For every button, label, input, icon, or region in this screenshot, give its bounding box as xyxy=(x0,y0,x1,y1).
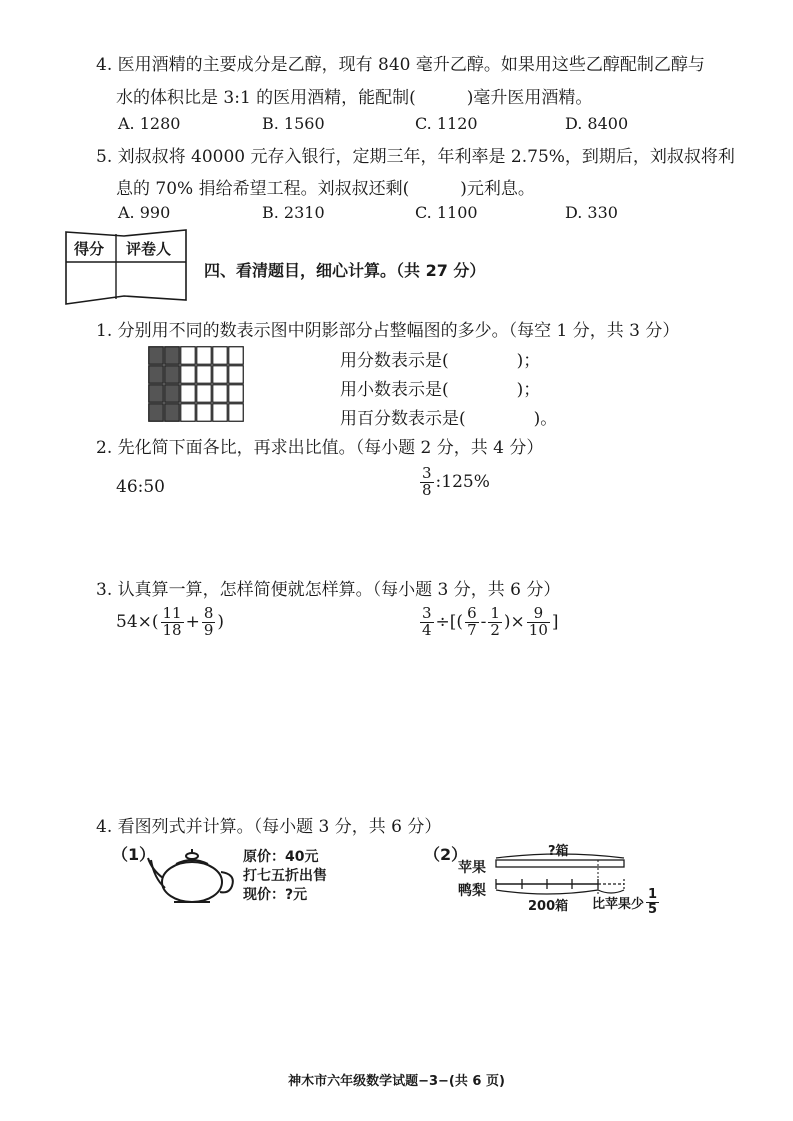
p2-ratio-b-rest: :125% xyxy=(435,472,490,493)
p3b-frac1 xyxy=(420,606,434,639)
less-den: 5 xyxy=(648,901,658,917)
grid-cell xyxy=(181,404,196,422)
q5-option-b: B. 2310 xyxy=(262,203,325,222)
p4-sub1-label: （1） xyxy=(112,845,156,864)
grid-cell xyxy=(229,385,244,403)
p1-blank-percent: 用百分数表示是( )。 xyxy=(340,409,558,429)
grid-cell-shaded xyxy=(149,385,164,403)
grid-cell xyxy=(229,347,244,365)
q5-line1: 5. 刘叔叔将 40000 元存入银行，定期三年，年利率是 2.75%，到期后，刘叔叔将利 xyxy=(96,147,735,167)
p4-orig-price: 原价：40元 xyxy=(243,849,319,865)
grid-cell-shaded xyxy=(165,366,180,384)
p2-frac-num: 3 xyxy=(422,464,432,482)
p3b-f3-den: 2 xyxy=(490,620,500,639)
grid-cell-shaded xyxy=(149,347,164,365)
page-footer: 神木市六年级数学试题−3−(共 6 页) xyxy=(288,1074,505,1089)
p3b-frac4 xyxy=(527,606,550,639)
p2-ratio-a: 46:50 xyxy=(116,477,165,497)
p3b-times: )× xyxy=(503,612,525,633)
p1-blank-fraction: 用分数表示是( )； xyxy=(340,351,541,371)
p3a-f1-den: 18 xyxy=(162,620,182,639)
p2-frac-den: 8 xyxy=(422,480,432,499)
score-box xyxy=(64,228,188,306)
p3a-f2-den: 9 xyxy=(203,620,214,639)
q4-option-d: D. 8400 xyxy=(565,114,629,133)
grader-label: 评卷人 xyxy=(126,240,172,258)
p3a-frac2 xyxy=(202,606,216,639)
p3b-f4-den: 10 xyxy=(528,620,548,639)
p1-title: 1. 分别用不同的数表示图中阴影部分占整幅图的多少。（每空 1 分，共 3 分） xyxy=(96,321,680,341)
p3b-f4-num: 9 xyxy=(533,604,544,622)
grid-cell xyxy=(181,385,196,403)
p3b-f1-num: 3 xyxy=(422,604,432,622)
pear-label: 鸭梨 xyxy=(458,883,486,899)
less-text: 比苹果少 xyxy=(592,896,645,912)
q5-option-c: C. 1100 xyxy=(415,203,478,222)
score-label: 得分 xyxy=(74,240,105,258)
grid-cell xyxy=(213,385,228,403)
grid-cell xyxy=(197,385,212,403)
shaded-grid xyxy=(148,346,244,422)
p3a-f2-num: 8 xyxy=(203,604,214,622)
grid-cell-shaded xyxy=(149,404,164,422)
grid-cell-shaded xyxy=(165,347,180,365)
p3a-frac1 xyxy=(161,606,184,639)
p3-expr-a xyxy=(116,606,224,639)
p2-title: 2. 先化简下面各比，再求出比值。（每小题 2 分，共 4 分） xyxy=(96,438,544,458)
p3b-div: ÷[( xyxy=(435,612,464,633)
grid-cell xyxy=(213,404,228,422)
p3b-frac2 xyxy=(465,606,479,639)
q4-option-c: C. 1120 xyxy=(415,114,478,133)
apple-label: 苹果 xyxy=(458,860,486,876)
q4-line2: 水的体积比是 3:1 的医用酒精，能配制( )毫升医用酒精。 xyxy=(116,88,593,108)
less-than-apple xyxy=(592,888,661,916)
grid-cell-shaded xyxy=(165,385,180,403)
p3b-f1-den: 4 xyxy=(422,620,432,639)
apple-total-label: ?箱 xyxy=(548,844,569,859)
p1-blank-decimal: 用小数表示是( )； xyxy=(340,380,541,400)
less-num: 1 xyxy=(648,887,658,902)
p4-discount: 打七五折出售 xyxy=(243,868,327,884)
grid-cell xyxy=(213,347,228,365)
grid-cell xyxy=(229,404,244,422)
p3b-f2-num: 6 xyxy=(467,604,477,622)
p3-title: 3. 认真算一算，怎样简便就怎样算。（每小题 3 分，共 6 分） xyxy=(96,580,561,600)
p2-fraction xyxy=(420,466,434,499)
grid-cell xyxy=(213,366,228,384)
grid-cell xyxy=(229,366,244,384)
grid-cell xyxy=(181,347,196,365)
p3a-plus: + xyxy=(185,612,200,633)
p3b-minus: - xyxy=(480,612,487,633)
p3b-frac3 xyxy=(488,606,502,639)
q5-option-d: D. 330 xyxy=(565,203,618,222)
p3a-suffix: ) xyxy=(217,612,225,633)
p3b-f3-num: 1 xyxy=(490,604,500,622)
p3-expr-b xyxy=(418,606,559,639)
q4-line1: 4. 医用酒精的主要成分是乙醇，现有 840 毫升乙醇。如果用这些乙醇配制乙醇与 xyxy=(96,55,705,75)
p3a-f1-num: 11 xyxy=(162,604,182,622)
p4-title: 4. 看图列式并计算。（每小题 3 分，共 6 分） xyxy=(96,817,442,837)
pear-amount-label: 200箱 xyxy=(528,899,569,914)
p3a-prefix: 54×( xyxy=(116,612,159,633)
grid-cell xyxy=(197,347,212,365)
grid-cell xyxy=(197,366,212,384)
section-title: 四、看清题目，细心计算。（共 27 分） xyxy=(204,261,486,280)
p4-now-price: 现价：?元 xyxy=(243,887,308,903)
less-fraction xyxy=(646,888,659,916)
grid-cell xyxy=(197,404,212,422)
grid-cell-shaded xyxy=(165,404,180,422)
p3b-f2-den: 7 xyxy=(467,620,477,639)
grid-cell-shaded xyxy=(149,366,164,384)
teapot-icon xyxy=(146,844,238,906)
p3b-close: ] xyxy=(551,612,559,633)
q5-option-a: A. 990 xyxy=(118,203,171,222)
p4-sub2-label: （2） xyxy=(424,845,468,864)
q4-option-b: B. 1560 xyxy=(262,114,325,133)
q5-line2: 息的 70% 捐给希望工程。刘叔叔还剩( )元利息。 xyxy=(116,179,535,199)
grid-cell xyxy=(181,366,196,384)
p2-ratio-b xyxy=(418,466,490,499)
q4-option-a: A. 1280 xyxy=(118,114,181,133)
